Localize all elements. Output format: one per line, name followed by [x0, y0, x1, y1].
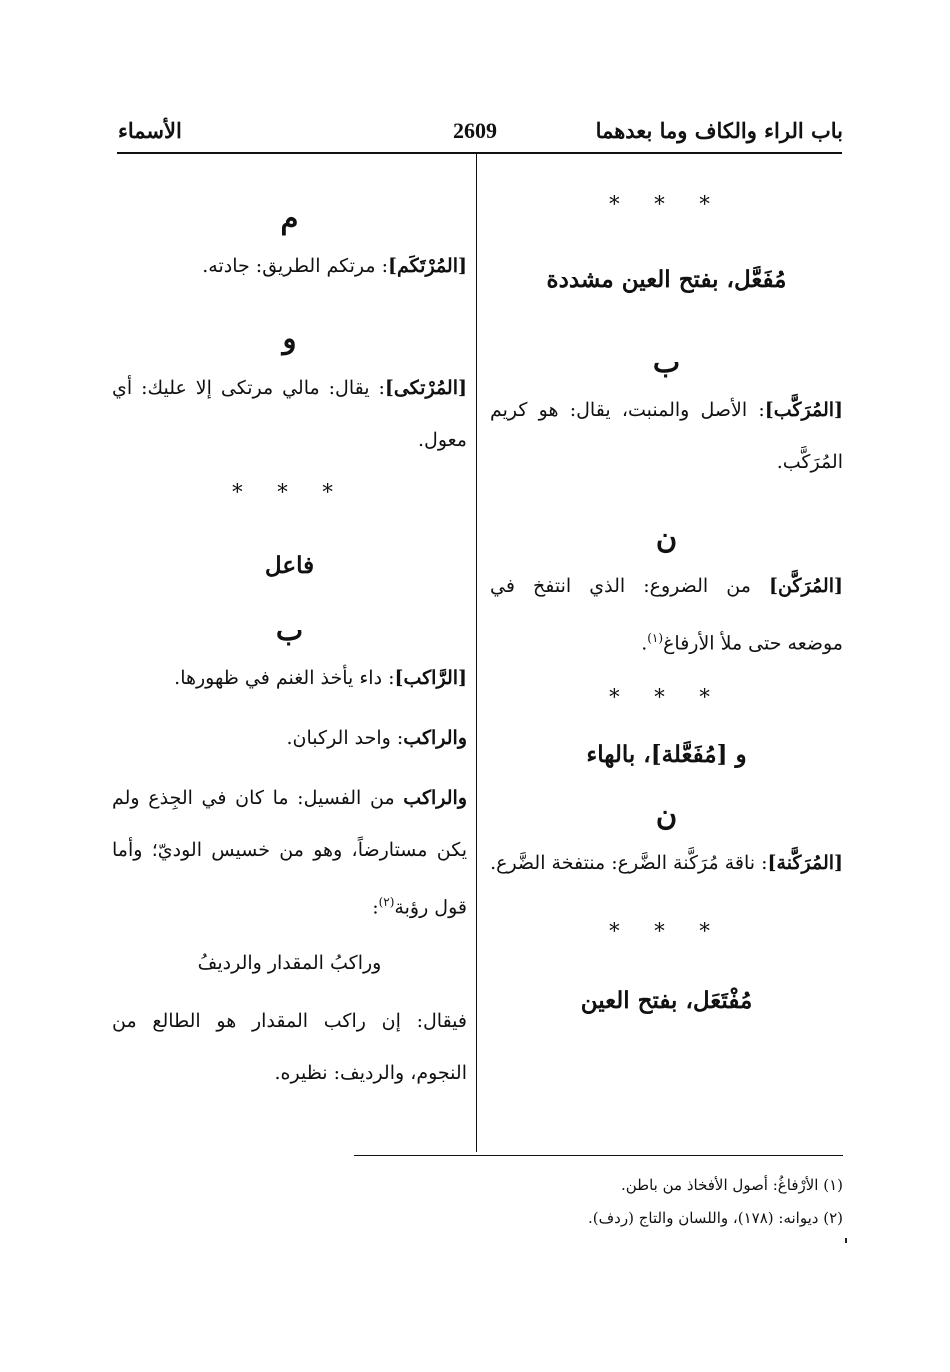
entry-text: : داء يأخذ الغنم في ظهورها.: [174, 667, 395, 689]
page-number: 2609: [453, 118, 497, 143]
section-stars: * * *: [609, 685, 724, 710]
entry-text: : ناقة مُرَكَّنة الضَّرع: منتفخة الضَّرع.: [490, 852, 768, 875]
header-rule: [117, 152, 842, 154]
running-header-section: الأسماء: [118, 118, 182, 143]
entry-text: : يقال: مالي مرتكى إلا عليك: أي معول.: [112, 377, 467, 451]
entry-term: [الرَّاكب]: [394, 667, 467, 689]
entry-paragraph: [490, 560, 843, 669]
section-heading: مُفْتَعَل، بفتح العين: [580, 987, 753, 1015]
entry-end: .: [641, 632, 648, 655]
letter-heading: ن: [655, 798, 678, 833]
entry-paragraph: فيقال: إن راكب المقدار هو الطالع من النجوم، والرديف: نظيره.: [112, 1010, 467, 1085]
section-stars: * * *: [609, 192, 724, 216]
entry-paragraph: [112, 240, 467, 292]
entry-term: [المُرْتكى]: [384, 377, 467, 399]
right-column: [490, 170, 843, 1021]
letter-heading: ب: [652, 345, 681, 379]
print-mark: [845, 1238, 847, 1243]
entry-term: [المُرْتَكَم]: [388, 255, 467, 277]
entry-paragraph: [112, 362, 467, 466]
entry-text: من الضروع: الذي انتفخ في موضعه حتى ملأ الأرفاغ: [490, 575, 843, 655]
entry-term: [المُرَكَّن]: [768, 575, 843, 597]
entry-text: : الأصل والمنبت، يقال: هو كريم المُرَكَّب.: [490, 399, 843, 473]
section-heading: مُفَعَّل، بفتح العين مشددة: [546, 266, 787, 293]
letter-heading: م: [280, 201, 299, 235]
entry-paragraph: [112, 772, 467, 933]
section-heading: فاعل: [264, 552, 315, 579]
section-stars: * * *: [609, 919, 724, 944]
section-heading: و [مُفَعَّلة]، بالهاء: [586, 741, 747, 769]
left-column: [112, 170, 467, 1099]
footnote: (٢) ديوانه: (١٧٨)، واللسان والتاج (ردف).: [587, 1209, 843, 1227]
entry-end: :: [372, 896, 379, 919]
entry-paragraph: [112, 652, 467, 704]
entry-term: [المُرَكَّب]: [764, 399, 843, 421]
letter-heading: ن: [655, 521, 678, 555]
footnote-rule: [354, 1155, 843, 1156]
entry-term: [المُرَكَّنة]: [767, 852, 843, 875]
footnote-ref: (١): [647, 631, 664, 645]
entry-paragraph: [490, 837, 843, 889]
section-stars: * * *: [232, 480, 347, 504]
running-header-chapter: باب الراء والكاف وما بعدهما: [595, 118, 843, 143]
entry-text: من الفسيل: ما كان في الجِذع ولم يكن مستارضاً، وهو من خسيس الوديّ؛ وأما قول رؤبة: [112, 787, 467, 919]
entry-paragraph: [112, 712, 467, 764]
letter-heading: و: [282, 321, 297, 355]
entry-term: والراكب: [403, 727, 467, 749]
letter-heading: ب: [275, 613, 304, 647]
column-divider: [476, 154, 477, 1152]
entry-text: : واحد الركبان.: [286, 727, 404, 749]
entry-term: والراكب: [403, 787, 467, 809]
footnote-ref: (٢): [378, 895, 395, 909]
entry-paragraph: [490, 384, 843, 488]
entry-text: : مرتكم الطريق: جادته.: [202, 255, 389, 277]
footnote: (١) الأرْفاغُ: أصول الأفخاذ من باطن.: [620, 1176, 843, 1194]
poetry-verse: وراكبُ المقدار والرديفُ: [197, 952, 382, 975]
